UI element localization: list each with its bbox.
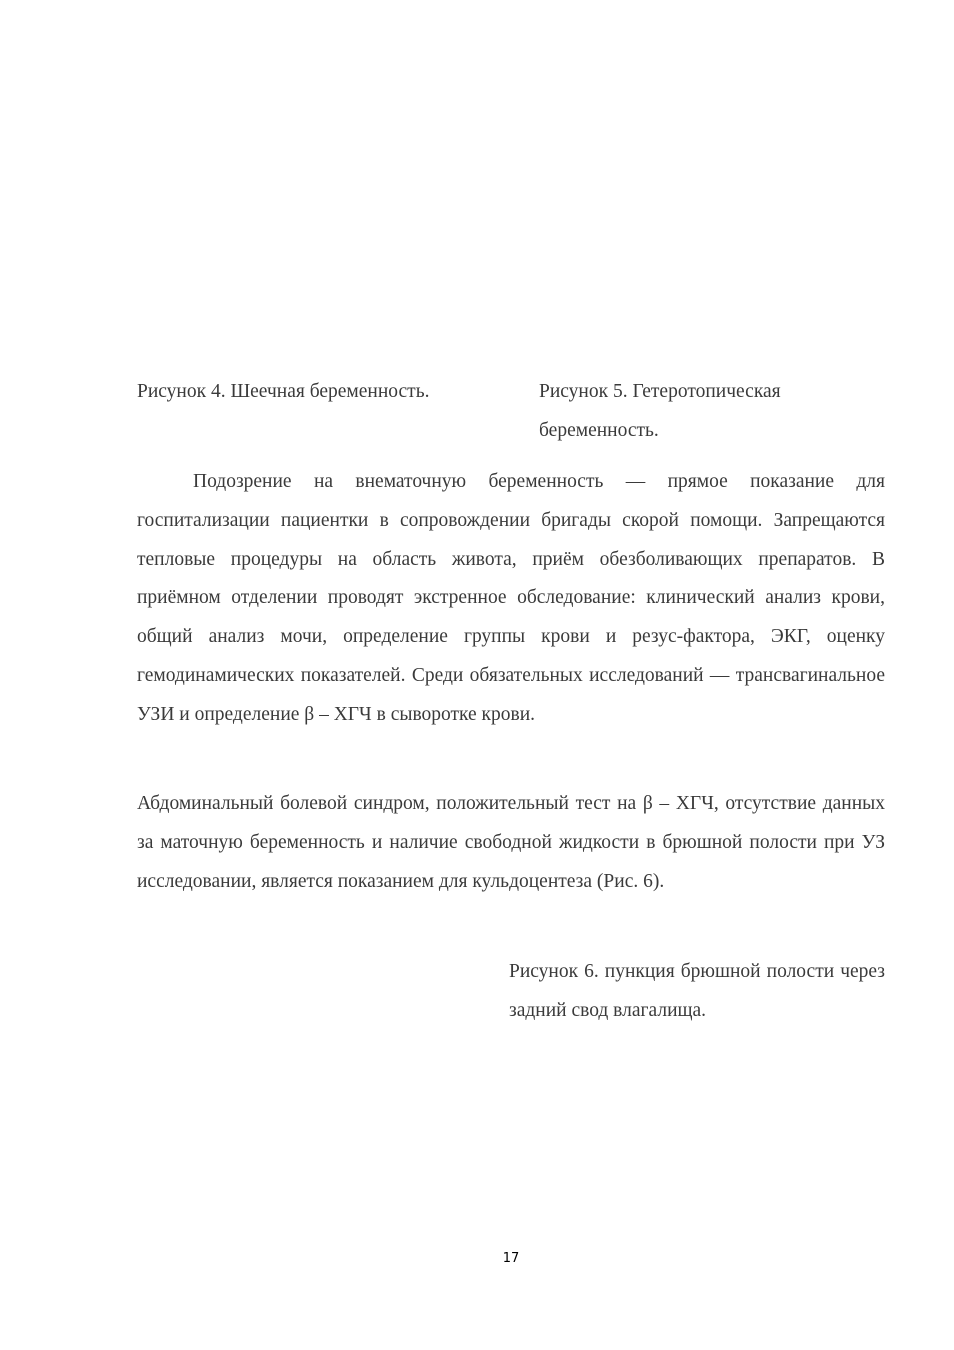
page-number: 17 bbox=[502, 1251, 520, 1266]
body-paragraph-2: Абдоминальный болевой синдром, положительный тест на β – ХГЧ, отсутствие данных за маточную беременность и наличие свободной жидкости в брюшной полости при УЗ исследовании, является показанием для кульдоцентеза (Рис. 6). bbox=[137, 793, 885, 892]
figure-6-caption: Рисунок 6. пункция брюшной полости через задний свод влагалища. bbox=[509, 961, 885, 1021]
body-paragraph-1: Подозрение на внематочную беременность — прямое показание для госпитализации пациентки в сопровождении бригады скорой помощи. Запрещаются тепловые процедуры на область живота, приём обезболивающих препаратов. В приёмном отделении проводят экстренное обследование: клинический анализ крови, общий анализ мочи, определение группы крови и резус-фактора, ЭКГ, оценку гемодинамических показателей. Среди обязательных исследований — трансвагинальное УЗИ и определение β – ХГЧ в сыворотке крови. bbox=[137, 471, 885, 725]
figure-5-caption: Рисунок 5. Гетеротопическая беременность. bbox=[539, 381, 781, 441]
figure-captions-row bbox=[137, 372, 885, 452]
figure-4-caption: Рисунок 4. Шеечная беременность. bbox=[137, 381, 430, 402]
